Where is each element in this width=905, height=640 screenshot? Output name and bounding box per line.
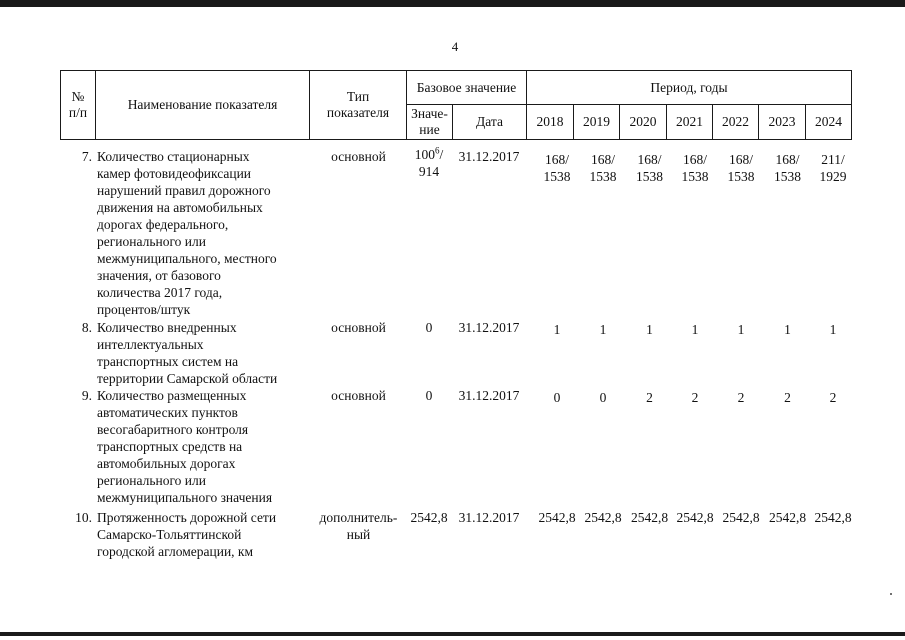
year-value: 2542,8 [722,510,760,525]
header-name: Наименование показателя [96,71,310,140]
name-line: транспортных систем на [97,354,239,369]
year-value: 1 [829,322,837,337]
name-line: Количество стационарных [97,149,250,164]
name-line: Самарско-Тольяттинской [97,527,242,542]
year-value: 2542,8 [538,510,576,525]
indicator-table-body [60,0,860,640]
name-line: регионального или [97,473,206,488]
name-line: Количество внедренных [97,320,237,335]
header-year: 2019 [574,105,620,140]
base-value: 0 [425,388,433,403]
base-value-line2: 914 [418,164,440,179]
year-value: 2 [829,390,837,405]
base-value-slash: / [439,147,444,162]
header-year: 2022 [713,105,759,140]
year-value: 1 [691,322,699,337]
year-value: 2542,8 [584,510,622,525]
page-number: 4 [451,39,459,54]
base-value: 2542,8 [410,510,448,525]
header-base-date: Дата [453,105,527,140]
header-base: Базовое значение [407,71,527,105]
indicator-type: основной [331,320,386,335]
indicator-name [97,509,276,560]
base-value-main: 100 [414,147,435,162]
base-date: 31.12.2017 [458,149,520,164]
name-line: Протяженность дорожной сети [97,510,277,525]
name-line: автоматических пунктов [97,405,238,420]
base-value: 0 [425,320,433,335]
year-value: 168/ 1538 [774,152,801,184]
year-value: 2542,8 [768,510,807,525]
year-value: 2 [646,390,653,405]
header-type: Тип показателя [310,71,407,140]
year-value: 211/ 1929 [819,152,847,184]
year-value: 2 [737,390,745,405]
year-value: 2 [784,390,791,405]
type-line: ный [346,527,371,542]
row-number: 7. [81,149,92,164]
indicator-type: основной [331,149,386,164]
year-value: 1 [737,322,745,337]
year-value: 2542,8 [814,510,852,525]
base-date: 31.12.2017 [458,388,520,403]
bottom-border [0,632,905,636]
header-year: 2020 [620,105,667,140]
year-value: 1 [553,322,561,337]
year-value: 2 [691,390,699,405]
row-number: 10. [75,510,92,525]
header-year: 2024 [806,105,852,140]
header-period: Период, годы [527,71,852,105]
name-line: межмуниципального значения [97,490,273,505]
year-value: 168/ 1538 [681,152,709,184]
year-value: 0 [599,390,607,405]
indicator-type [311,509,406,543]
name-line: движения на автомобильных [97,200,263,215]
header-base-value: Значе- ние [407,105,453,140]
header-year: 2018 [527,105,574,140]
header-num: № п/п [61,71,96,140]
name-line: городской агломерации, км [97,544,254,559]
indicator-name [97,148,277,318]
row-number: 8. [81,320,92,335]
indicator-name [97,319,277,387]
name-line: весогабаритного контроля [97,422,249,437]
name-line: транспортных средств на [97,439,243,454]
name-line: камер фотовидеофиксации [97,166,252,181]
header-year: 2023 [759,105,806,140]
name-line: автомобильных дорогах [97,456,236,471]
indicator-name [97,387,272,506]
year-value: 2542,8 [630,510,669,525]
year-value: 2542,8 [676,510,714,525]
year-value: 1 [784,322,791,337]
year-value: 1 [646,322,653,337]
year-value: 1 [599,322,607,337]
year-value: 0 [553,390,561,405]
scan-speck [890,593,892,595]
name-line: значения, от базового [97,268,221,283]
base-value [406,146,452,180]
year-value: 168/ 1538 [543,152,571,184]
name-line: регионального или [97,234,206,249]
footnote-mark: 6 [434,145,440,156]
name-line: количества 2017 года, [97,285,223,300]
name-line: нарушений правил дорожного [97,183,271,198]
name-line: Количество размещенных [97,388,247,403]
base-date: 31.12.2017 [458,510,520,525]
name-line: территории Самарской области [97,371,278,386]
indicator-type: основной [331,388,386,403]
year-value: 168/ 1538 [589,152,617,184]
name-line: интеллектуальных [97,337,204,352]
base-date: 31.12.2017 [458,320,520,335]
year-value: 168/ 1538 [636,152,663,184]
row-number: 9. [81,388,92,403]
year-value: 168/ 1538 [727,152,755,184]
name-line: дорогах федерального, [97,217,229,232]
name-line: процентов/штук [97,302,191,317]
name-line: межмуниципального, местного [97,251,277,266]
type-line: дополнитель- [319,510,398,525]
header-year: 2021 [667,105,713,140]
